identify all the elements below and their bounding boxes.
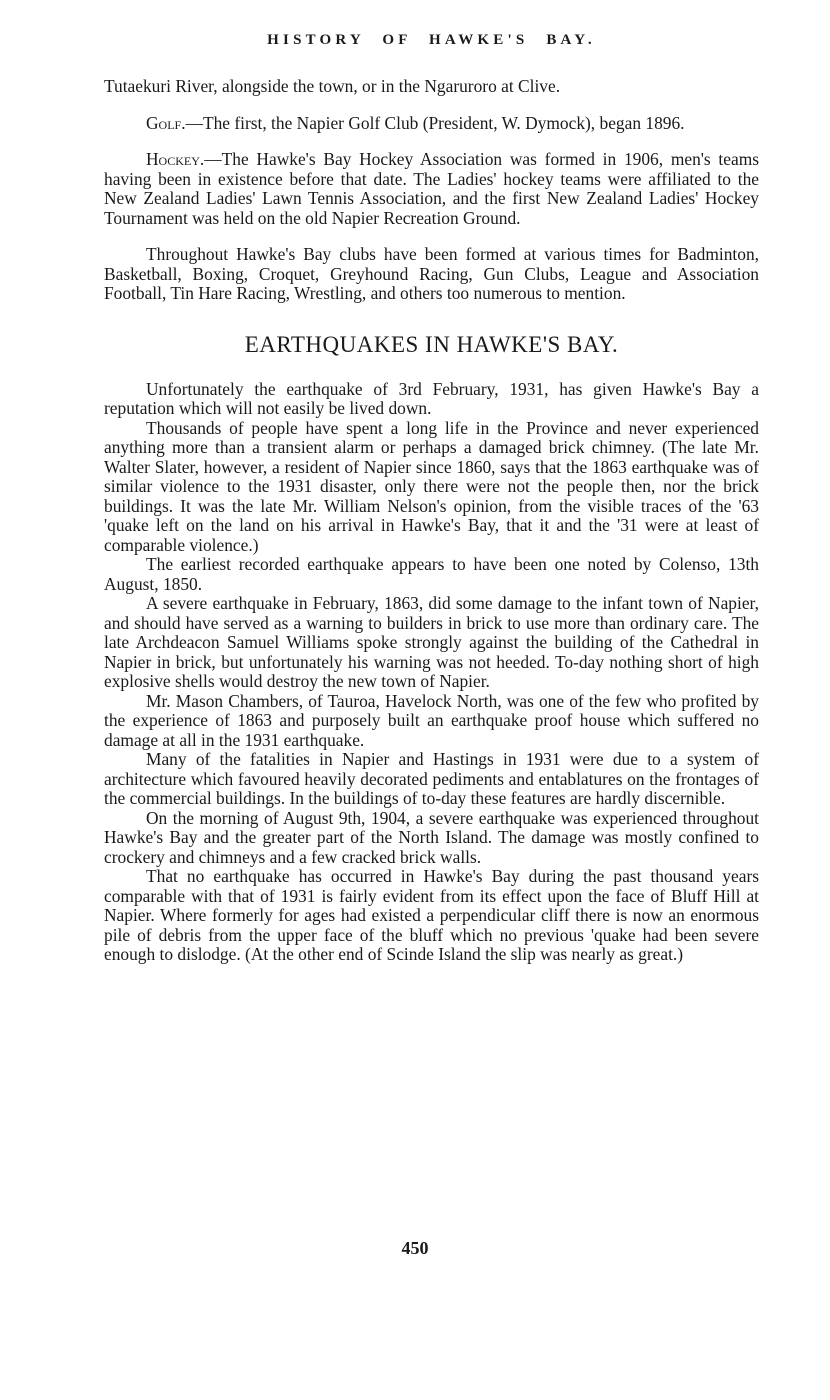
running-head: HISTORY OF HAWKE'S BAY. bbox=[267, 32, 596, 48]
golf-text: —The first, the Napier Golf Club (President, W. Dymock), began 1896. bbox=[185, 112, 685, 133]
continuation-paragraph: Tutaekuri River, alongside the town, or in the Ngaruroro at Clive. bbox=[104, 76, 561, 96]
earthquake-paragraph: On the morning of August 9th, 1904, a severe earthquake was experienced throughout Hawke's Bay and the greater part of the North Island. The damage was mostly confined to crockery and chimneys and a few cracked brick walls. bbox=[104, 807, 759, 867]
earthquake-paragraph: That no earthquake has occurred in Hawke's Bay during the past thousand years comparable with that of 1931 is fairly evident from its effect upon the face of Bluff Hill at Napier. Where formerly for ages had existed a perpendicular cliff there is now an enormous pile of debris from the upper face of the bluff which no previous 'quake had been severe enough to dislodge. (At the other end of Scinde Island the slip was nearly as great.) bbox=[104, 866, 759, 964]
earthquake-paragraph: Many of the fatalities in Napier and Hastings in 1931 were due to a system of architecture which favoured heavily decorated pediments and entablatures on the frontages of the commercial buildings. In the buildings of to-day these features are hardly discernible. bbox=[104, 749, 759, 808]
earthquake-paragraph: The earliest recorded earthquake appears to have been one noted by Colenso, 13th August, 1850. bbox=[104, 554, 759, 594]
golf-heading: Golf. bbox=[146, 112, 186, 133]
earthquake-paragraph: A severe earthquake in February, 1863, did some damage to the infant town of Napier, and should have served as a warning to builders in brick to use more than ordinary care. The late Archdeacon Samuel Williams spoke strongly against the building of the Cathedral in Napier in brick, but unfortunately his warning was not heeded. To-day nothing short of high explosive shells would destroy the new town of Napier. bbox=[104, 593, 759, 691]
earthquake-paragraph: Thousands of people have spent a long life in the Province and never experienced anything more than a transient alarm or perhaps a damaged brick chimney. (The late Mr. Walter Slater, however, a resident of Napier since 1860, says that the 1863 earthquake was of similar violence to the 1931 disaster, only there were not the people then, nor the brick buildings. It was the late Mr. William Nelson's opinion, from the visible traces of the '63 'quake left on the land on his arrival in Hawke's Bay, that it and the '31 were at least of comparable violence.) bbox=[104, 417, 759, 555]
earthquake-paragraph: Unfortunately the earthquake of 3rd February, 1931, has given Hawke's Bay a reputation which will not easily be lived down. bbox=[104, 378, 759, 418]
earthquake-paragraph: Mr. Mason Chambers, of Tauroa, Havelock North, was one of the few who profited by the experience of 1863 and purposely built an earthquake proof house which suffered no damage at all in the 1931 earthquake. bbox=[104, 690, 759, 750]
page-number: 450 bbox=[401, 1238, 429, 1258]
hockey-heading: Hockey. bbox=[146, 149, 205, 169]
book-page bbox=[104, 30, 759, 965]
golf-paragraph bbox=[104, 114, 759, 134]
section-title: EARTHQUAKES IN HAWKE'S BAY. bbox=[244, 331, 619, 357]
other-clubs-paragraph: Throughout Hawke's Bay clubs have been formed at various times for Badminton, Basketball, Boxing, Croquet, Greyhound Racing, Gun Clubs, League and Association Football, Tin Hare Racing, Wrestling, and others too numerous to mention. bbox=[104, 244, 759, 303]
hockey-paragraph bbox=[104, 150, 759, 228]
hockey-text: —The Hawke's Bay Hockey Association was formed in 1906, men's teams having been in existence before that date. The Ladies' hockey teams were affiliated to the New Zealand Ladies' Lawn Tennis Association, and the first New Zealand Ladies' Hockey Tournament was held on the old Napier Recreation Ground. bbox=[104, 149, 759, 228]
